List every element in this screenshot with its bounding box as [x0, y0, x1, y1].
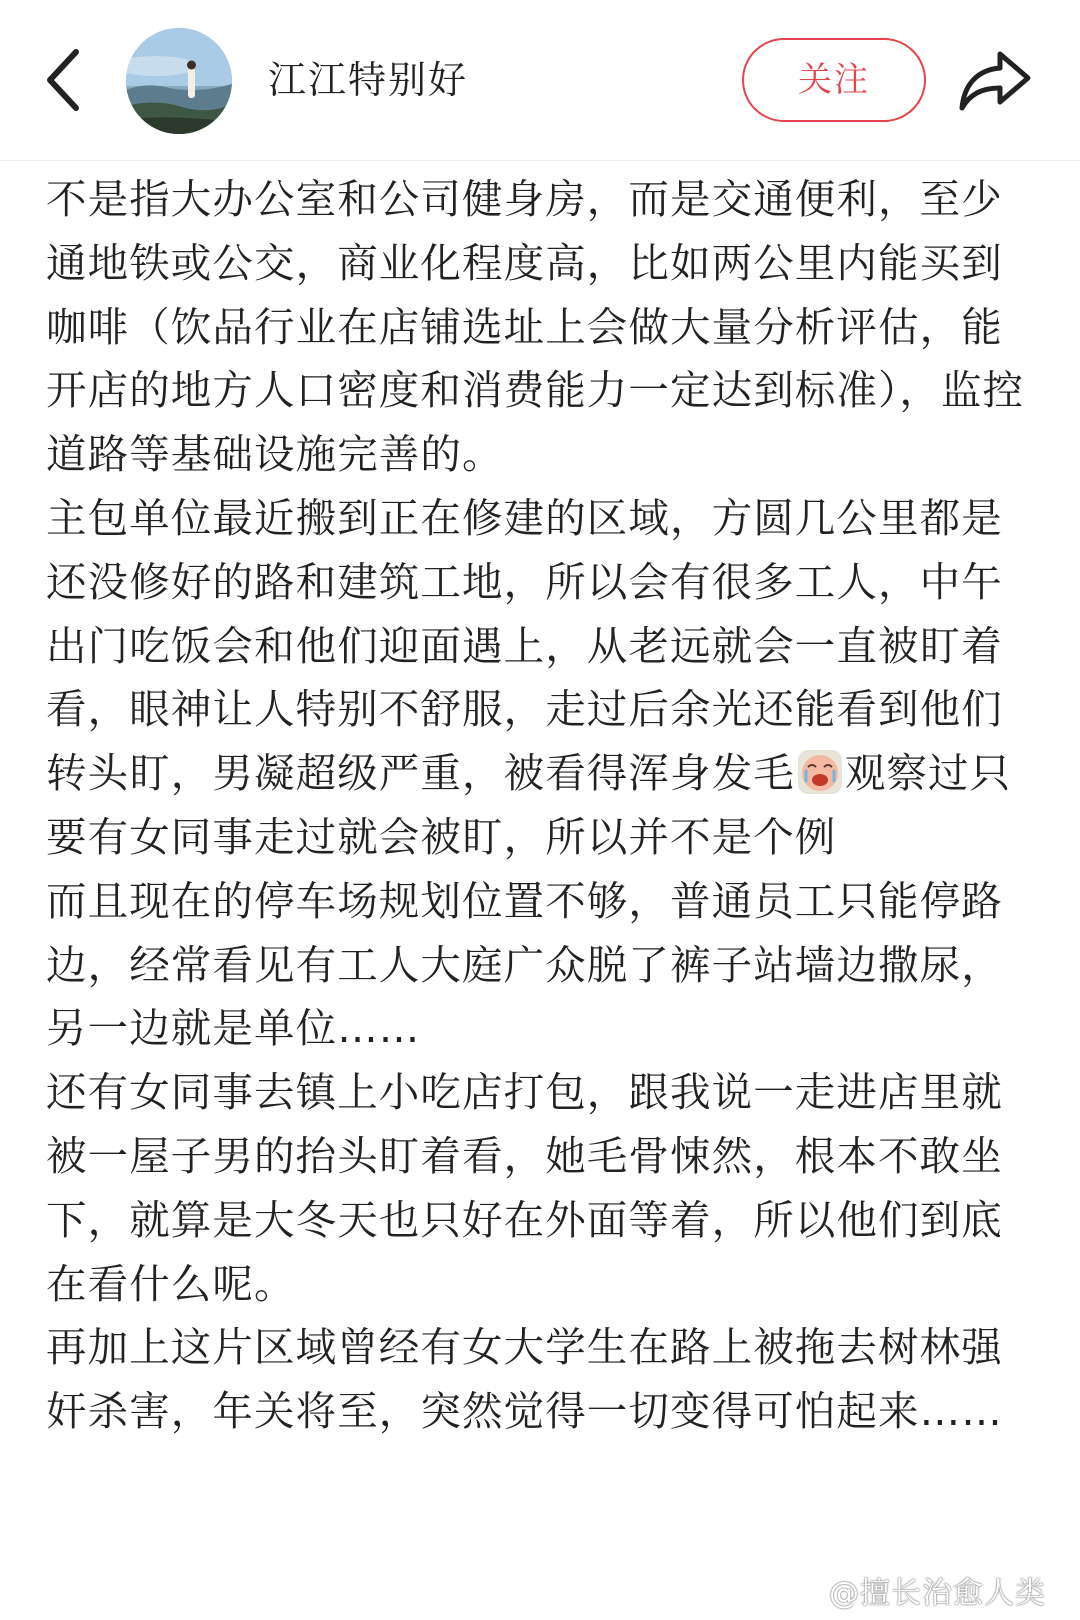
share-button[interactable] — [958, 48, 1034, 114]
post-paragraph-2-before: 主包单位最近搬到正在修建的区域，方圆几公里都是还没修好的路和建筑工地，所以会有很多工人，中午出门吃饭会和他们迎面遇上，从老远就会一直被盯着看，眼神让人特别不舒服，走过后余光还能看到他们转头盯，男凝超级严重，被看得浑身发毛 — [46, 493, 1003, 798]
username[interactable]: 江江特别好 — [268, 58, 469, 102]
watermark — [783, 1568, 1046, 1612]
chevron-left-icon — [36, 44, 96, 116]
back-button[interactable] — [36, 44, 96, 116]
post-header — [0, 0, 1080, 161]
weibo-logo-icon — [783, 1574, 823, 1606]
share-arrow-icon — [958, 48, 1034, 114]
post-paragraph-5: 再加上这片区域曾经有女大学生在路上被拖去树林强奸杀害，年关将至，突然觉得一切变得可怕起来…… — [46, 1323, 1003, 1436]
follow-button[interactable]: 关注 — [742, 38, 926, 122]
post-paragraph-1: 不是指大办公室和公司健身房，而是交通便利，至少通地铁或公交，商业化程度高，比如两公里内能买到咖啡（饮品行业在店铺选址上会做大量分析评估，能开店的地方人口密度和消费能力一定达到标准），监控道路等基础设施完善的。 — [46, 175, 1025, 479]
post-paragraph-4: 还有女同事去镇上小吃店打包，跟我说一走进店里就被一屋子男的抬头盯着看，她毛骨悚然，根本不敢坐下，就算是大冬天也只好在外面等着，所以他们到底在看什么呢。 — [46, 1068, 1003, 1308]
watermark-text: @擅长治愈人类 — [829, 1576, 1046, 1611]
crying-face-emoji — [797, 749, 843, 795]
post-paragraph-2 — [46, 487, 1036, 870]
post-paragraph-2-after: 观察过只要有女同事走过就会被盯，所以并不是个例 — [46, 749, 1012, 861]
avatar-photo — [126, 28, 232, 134]
avatar[interactable] — [126, 28, 232, 134]
post-paragraph-3: 而且现在的停车场规划位置不够，普通员工只能停路边，经常看见有工人大庭广众脱了裤子站墙边撒尿，另一边就是单位…… — [46, 876, 1003, 1053]
post-body — [46, 168, 1036, 1444]
